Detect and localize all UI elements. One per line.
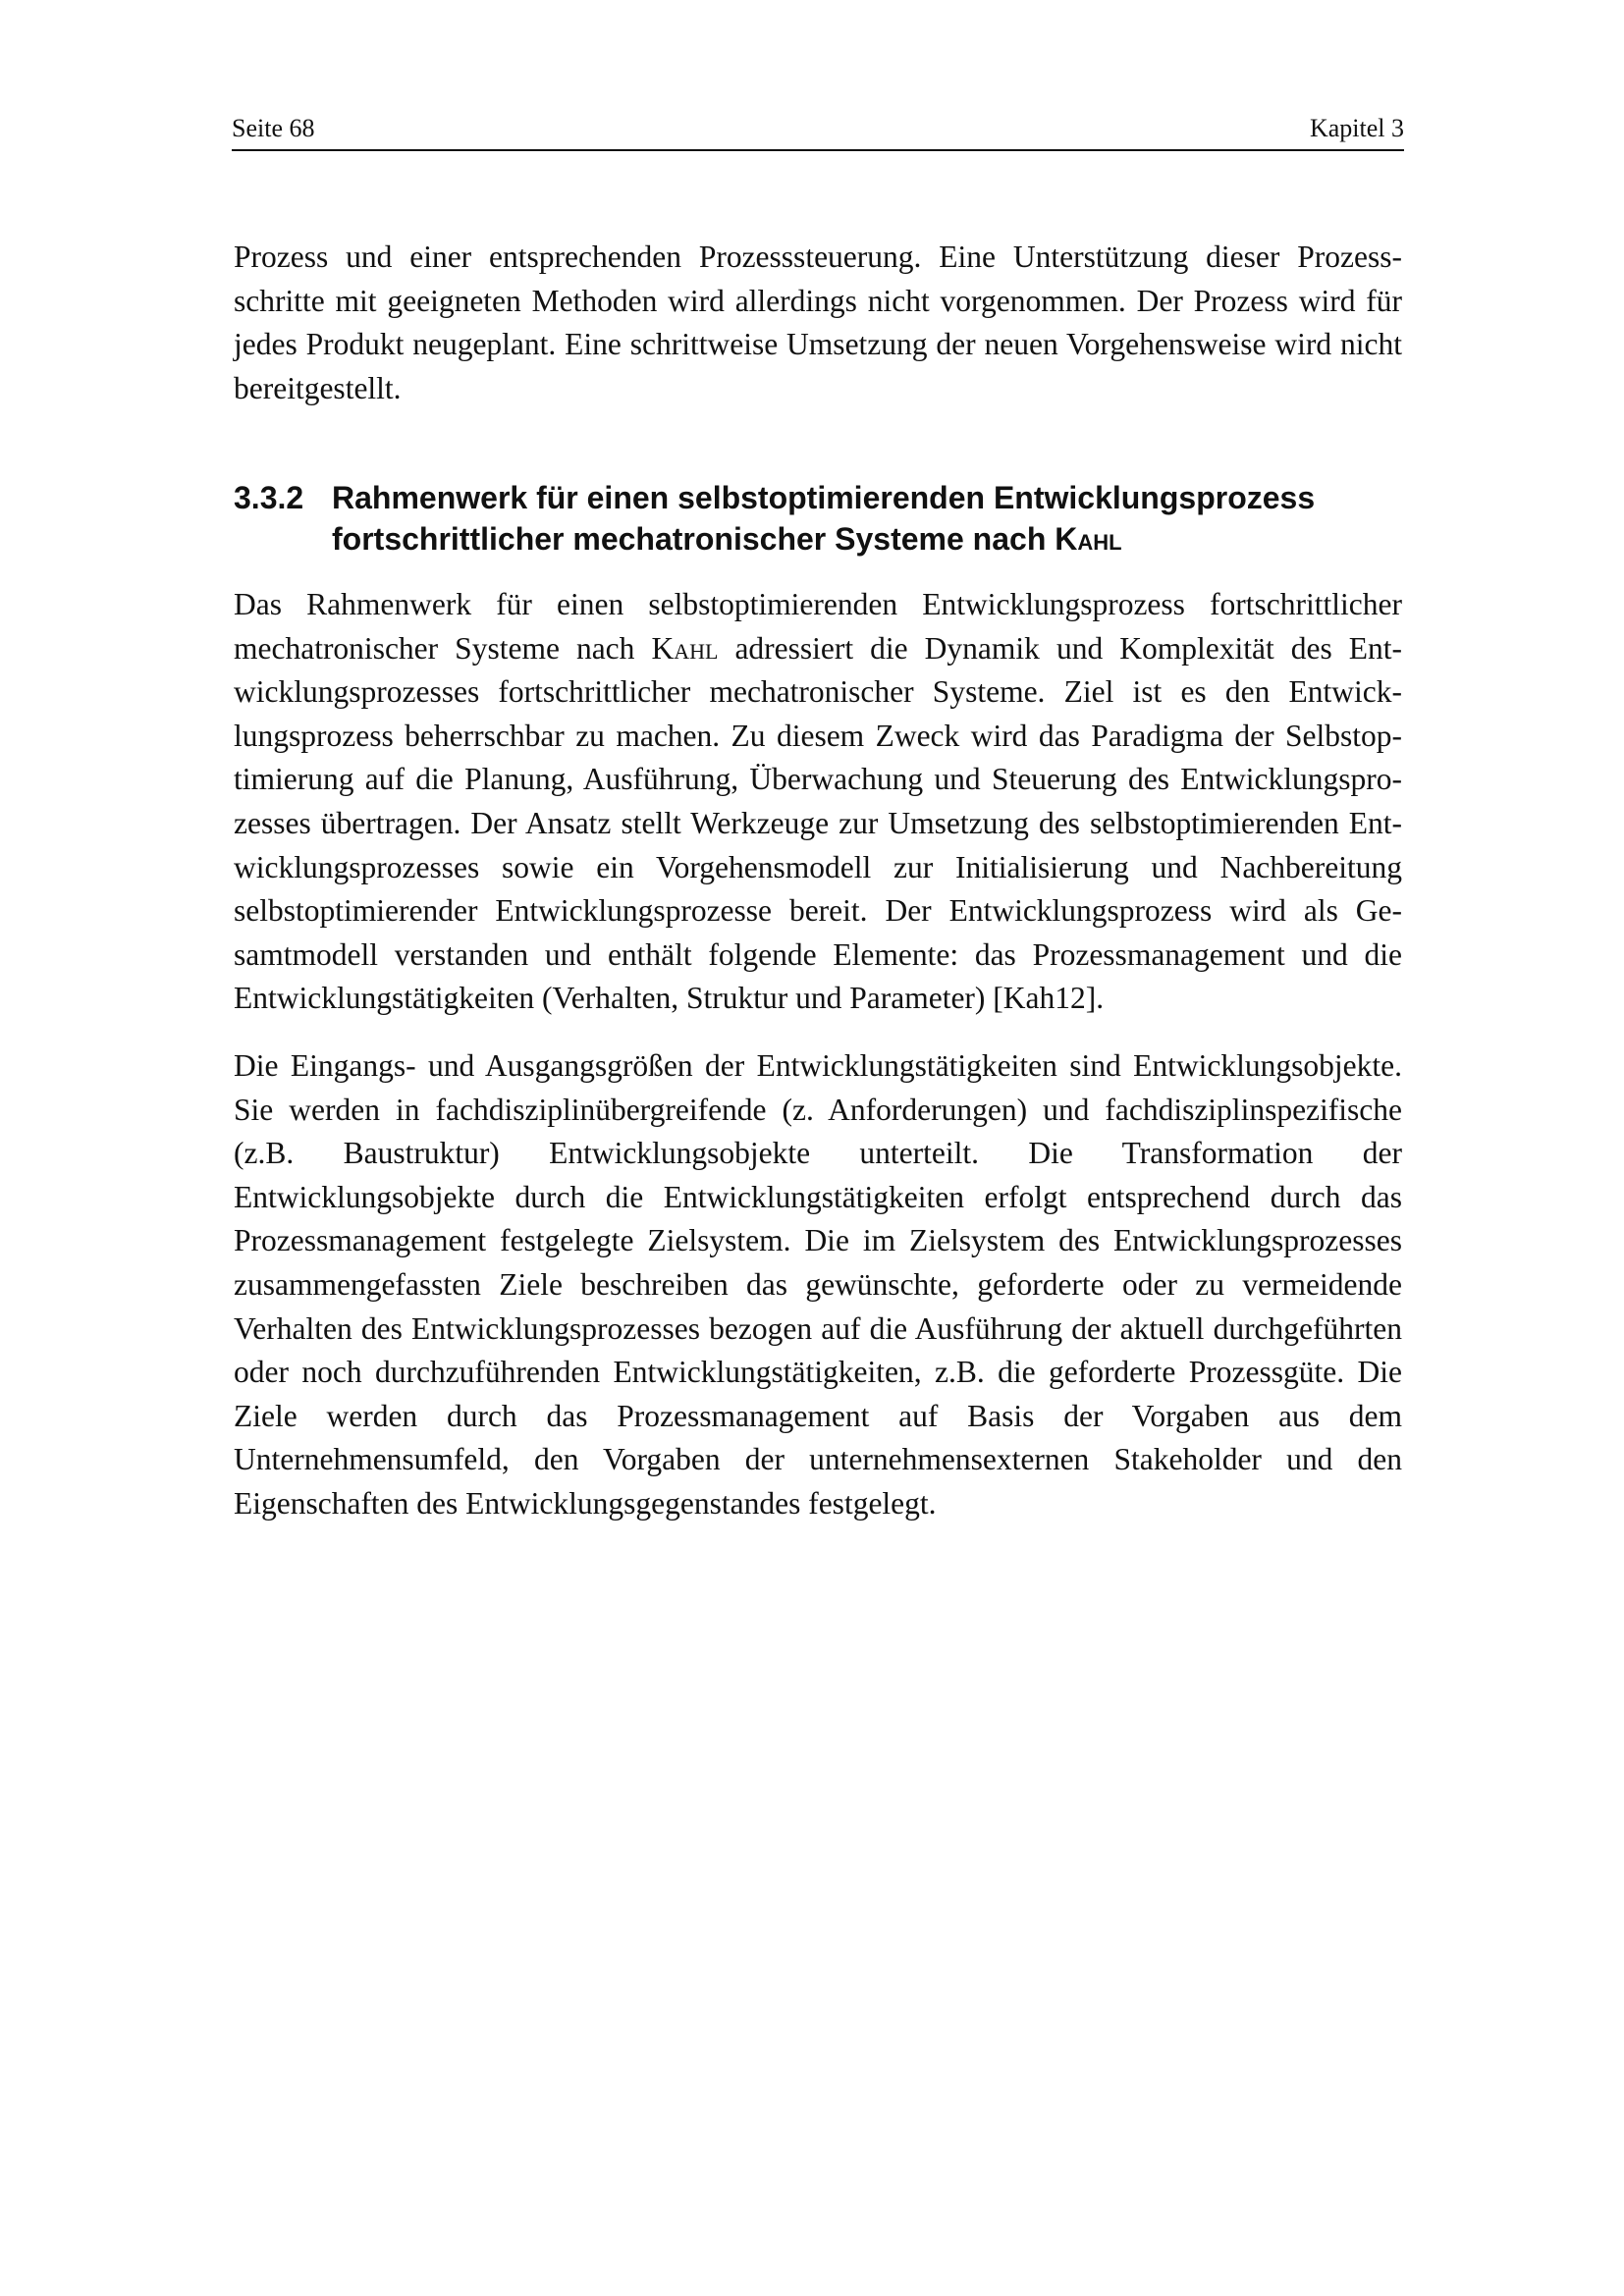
paragraph-1-rest: adressiert die Dynamik und Komplexität des Entwicklungsprozesses fortschrittlicher mechatronischer Systeme. Ziel ist es den Entwicklungsprozess beherrschbar zu machen. Zu diesem Zweck wird das Paradigma der Selbstoptimierung auf die Planung, Ausführung, Überwachung und Steuerung des Entwicklungsprozesses übertragen. Der Ansatz stellt Werkzeuge zur Umsetzung des selbstoptimierenden Entwicklungsprozesses sowie ein Vorgehensmodell zur Initialisierung und Nachbereitung selbstoptimierender Entwicklungsprozesse bereit. Der Entwicklungsprozess wird als Gesamtmodell verstanden und enthält folgende Elemente: das Prozessmanagement und die Entwicklungstätigkeiten (Verhalten, Struktur und Parameter) [Kah12]. [234, 630, 1402, 1016]
section-number: 3.3.2 [234, 480, 304, 515]
chapter-label: Kapitel 3 [1309, 114, 1404, 142]
body-paragraph-1 [234, 583, 1402, 1021]
section-title-author: Kahl [1055, 521, 1122, 557]
page-number: Seite 68 [232, 114, 315, 142]
body-paragraph-2: Die Eingangs- und Ausgangsgrößen der Entwicklungstätigkeiten sind Entwicklungsobjekte. Sie werden in fachdisziplinübergreifende (z. Anforderungen) und fachdisziplinspezifische (z.B. Baustruktur) Entwicklungsobjekte unterteilt. Die Transformation der Entwicklungsobjekte durch die Entwicklungstätigkeiten erfolgt entsprechend durch das Prozessmanagement festgelegte Zielsystem. Die im Zielsystem des Entwicklungsprozesses zusammengefassten Ziele beschreiben das gewünschte, geforderte oder zu vermeidende Verhalten des Entwicklungsprozesses bezogen auf die Ausführung der aktuell durchgeführten oder noch durchzuführenden Entwicklungstätigkeiten, z.B. die geforderte Prozessgüte. Die Ziele werden durch das Prozessmanagement auf Basis der Vorgaben aus dem Unternehmensumfeld, den Vorgaben der unternehmensexternen Stakeholder und den Eigenschaften des Entwicklungsgegenstandes festgelegt. [234, 1048, 1402, 1521]
section-title-text: Rahmenwerk für einen selbstoptimierenden Entwicklungsprozess fortschrittlicher mechatronischer Systeme nach [332, 480, 1316, 557]
author-name: Kahl [651, 630, 719, 666]
section-title [332, 477, 1402, 560]
page-header [232, 110, 1404, 151]
section-heading [234, 477, 1402, 560]
intro-paragraph: Prozess und einer entsprechenden Prozesssteuerung. Eine Unterstützung dieser Prozessschritte mit geeigneten Methoden wird allerdings nicht vorgenommen. Der Prozess wird für jedes Produkt neugeplant. Eine schrittweise Umsetzung der neuen Vorgehensweise wird nicht bereitgestellt. [234, 240, 1402, 405]
paragraph-1-start: Das Rahmenwerk für einen selbstoptimierenden Entwicklungsprozess fortschrittlicher mechatronischer Systeme nach [234, 587, 1402, 666]
